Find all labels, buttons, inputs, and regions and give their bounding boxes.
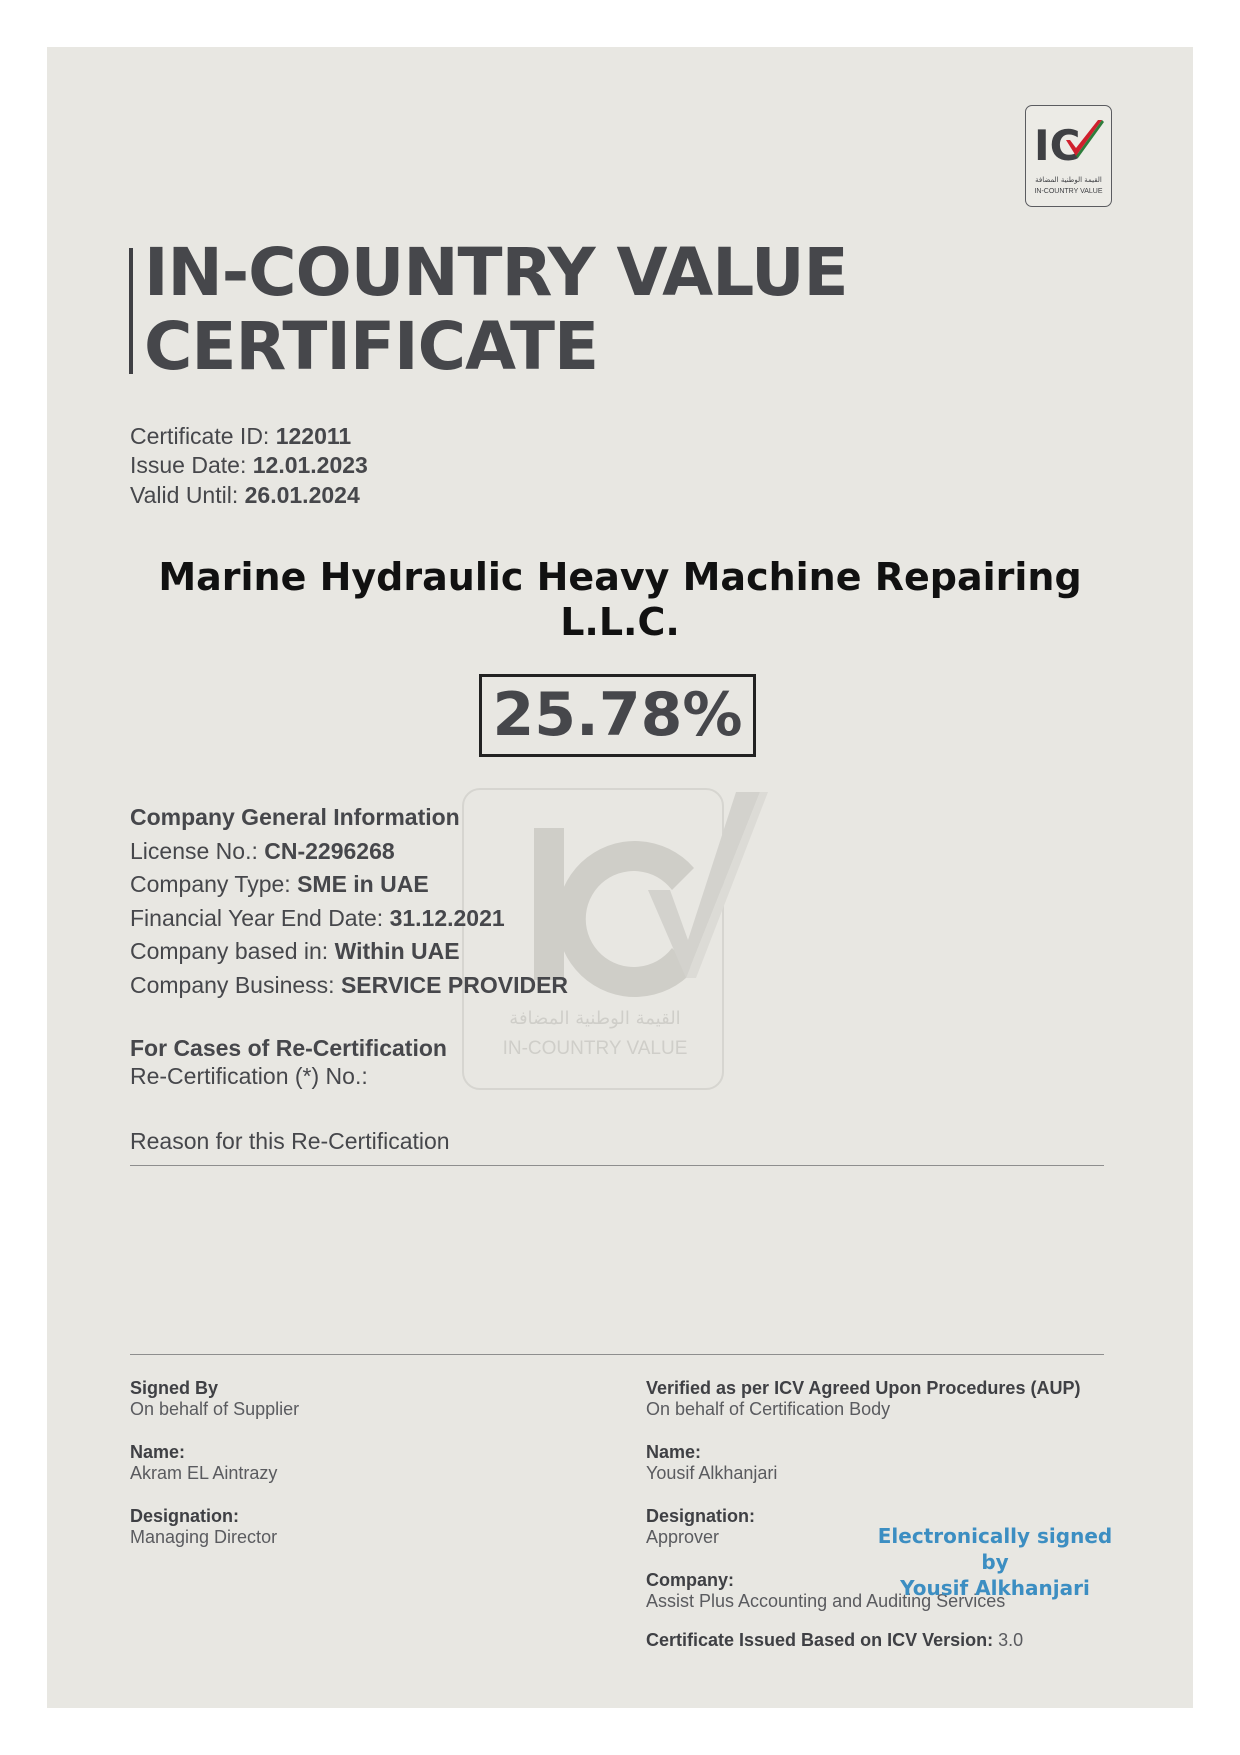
verifier-designation-label: Designation: [646,1506,756,1526]
certificate-id [130,423,351,450]
verifier-name: Yousif Alkhanjari [646,1463,778,1483]
company-name-line-1: Marine Hydraulic Heavy Machine Repairing [158,555,1082,599]
watermark-check-icon [498,790,828,1000]
business-value: SERVICE PROVIDER [340,972,569,998]
supplier-name-label: Name: [130,1442,186,1462]
certificate-id-value: 122011 [275,423,352,449]
reason-divider [130,1165,1104,1166]
issue-date-label: Issue Date: [130,452,253,478]
valid-until [130,482,360,509]
icv-version-label: Certificate Issued Based on ICV Version: [646,1630,994,1650]
verifier-company: Assist Plus Accounting and Auditing Services [646,1591,1006,1611]
financial-year-end [130,905,505,932]
company-type-value: SME in UAE [297,871,429,897]
license-label: License No.: [130,838,265,864]
supplier-designation-label: Designation: [130,1506,240,1526]
verified-heading: Verified as per ICV Agreed Upon Procedures (AUP) [646,1378,1081,1398]
company-name-line-2: L.L.C. [560,600,680,644]
issue-date [130,452,368,479]
license-no [130,838,395,865]
watermark-arabic: القيمة الوطنية المضافة [509,1008,681,1029]
based-in-label: Company based in: [130,938,335,964]
general-info-heading: Company General Information [130,804,460,830]
verifier-company-label: Company: [646,1570,735,1590]
logo-english: IN-COUNTRY VALUE [1034,188,1103,195]
esign-line-1: Electronically signed by [877,1524,1113,1574]
company-based-in [130,938,460,965]
logo-mark: IC [1034,121,1081,170]
electronic-signature [870,1523,1120,1601]
icv-watermark [462,788,724,1090]
supplier-designation: Managing Director [130,1527,278,1547]
valid-until-label: Valid Until: [130,482,245,508]
verifier-name-label: Name: [646,1442,702,1462]
title-line-1: IN-COUNTRY VALUE [144,234,848,311]
icv-score: 25.78% [479,674,756,757]
financial-year-label: Financial Year End Date: [130,905,390,931]
title-line-2: CERTIFICATE [144,308,599,385]
based-in-value: Within UAE [334,938,460,964]
certificate-title [144,236,848,384]
recert-heading: For Cases of Re-Certification [130,1035,447,1061]
signed-by-label: Signed By [130,1378,219,1398]
company-name [100,555,1140,645]
icv-version-value: 3.0 [993,1630,1024,1650]
title-accent-bar [129,248,133,374]
icv-check-icon [1032,114,1106,174]
company-type [130,871,429,898]
supplier-name: Akram EL Aintrazy [130,1463,278,1483]
icv-logo [1025,105,1112,207]
verifier-designation: Approver [646,1527,720,1547]
license-value: CN-2296268 [264,838,395,864]
signatures-divider [130,1354,1104,1355]
certificate-id-label: Certificate ID: [130,423,276,449]
recert-reason-label: Reason for this Re-Certification [130,1128,450,1154]
valid-until-value: 26.01.2024 [244,482,360,508]
watermark-english: IN-COUNTRY VALUE [502,1038,688,1059]
issue-date-value: 12.01.2023 [252,452,368,478]
esign-line-2: Yousif Alkhanjari [900,1576,1090,1600]
recert-number-label: Re-Certification (*) No.: [130,1063,368,1089]
verifier-on-behalf: On behalf of Certification Body [646,1399,891,1419]
company-business [130,972,568,999]
supplier-on-behalf: On behalf of Supplier [130,1399,300,1419]
verifier-signature-block [646,1378,1080,1651]
business-label: Company Business: [130,972,341,998]
supplier-signature-block [130,1378,299,1548]
financial-year-value: 31.12.2021 [389,905,505,931]
icv-version [646,1630,1080,1651]
logo-arabic: القيمة الوطنية المضافة [1035,176,1102,184]
company-type-label: Company Type: [130,871,298,897]
